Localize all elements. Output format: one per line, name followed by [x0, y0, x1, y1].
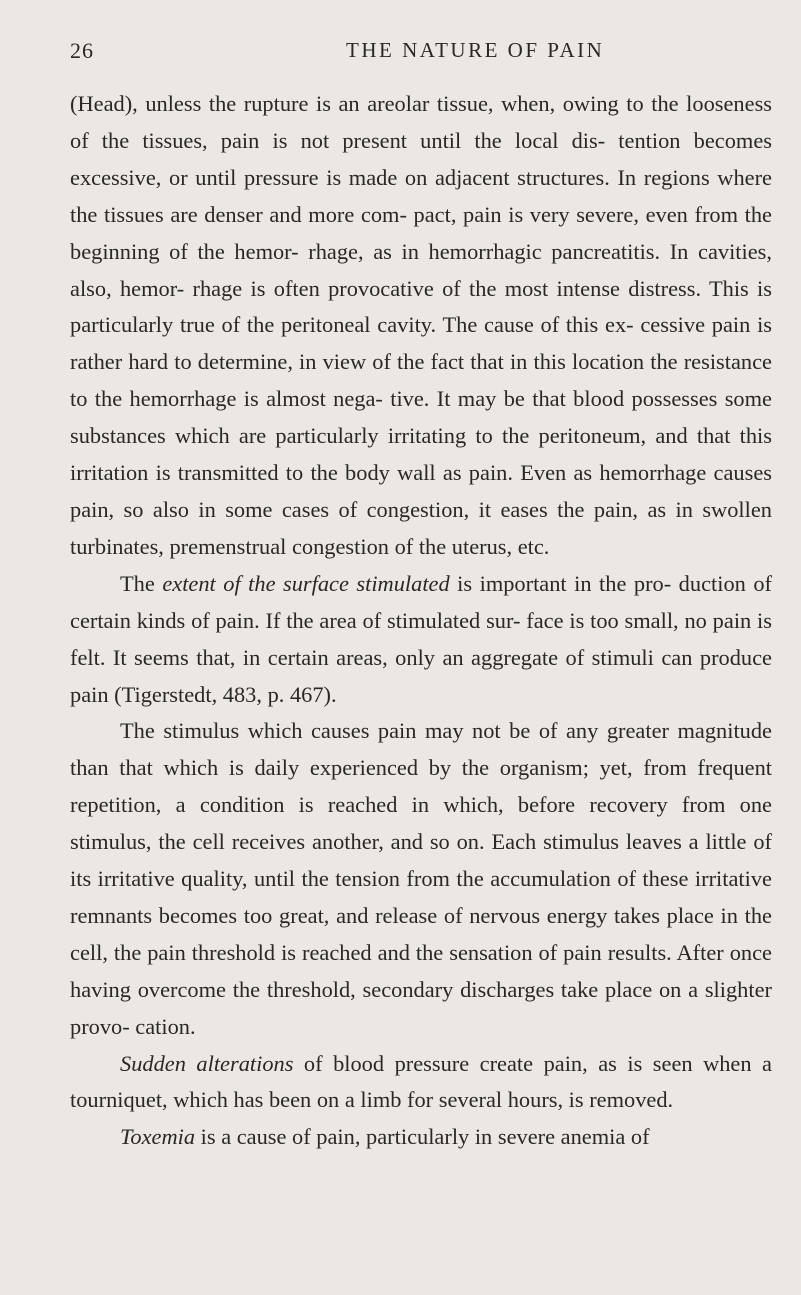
paragraph-lead-text: The	[120, 570, 163, 596]
running-head	[70, 38, 741, 68]
running-title: THE NATURE OF PAIN	[346, 38, 605, 62]
italic-term-extent: extent of the surface stimulated	[162, 570, 450, 596]
paragraph-extent-of-surface	[70, 566, 772, 714]
paragraph-body-text: is a cause of pain, particularly in severe anemia of	[195, 1124, 650, 1150]
body-text	[70, 86, 772, 1156]
paragraph-body-text: is important in the pro- duction of certain kinds of pain. If the area of stimulated sur- face is too small, no pain is felt. It seems that, in certain areas, only an aggregate of stimuli can produce pain (Tigerstedt, 483, p. 467).	[70, 570, 772, 707]
paragraph-toxemia	[70, 1119, 772, 1156]
paragraph-body-text: of blood pressure create pain, as is seen when a tourniquet, which has been on a limb for several hours, is removed.	[70, 1050, 772, 1113]
paragraph-hemorrhage: (Head), unless the rupture is an areolar tissue, when, owing to the looseness of the tissues, pain is not present until the local dis- tention becomes excessive, or until pressure is made on adjacent structures. In regions where the tissues are denser and more com- pact, pain is very severe, even from the beginning of the hemor- rhage, as in hemorrhagic pancreatitis. In cavities, also, hemor- rhage is often provocative of the most intense distress. This is particularly true of the peritoneal cavity. The cause of this ex- cessive pain is rather hard to determine, in view of the fact that in this location the resistance to the hemorrhage is almost nega- tive. It may be that blood possesses some substances which are particularly irritating to the peritoneum, and that this irritation is transmitted to the body wall as pain. Even as hemorrhage causes pain, so also in some cases of congestion, it eases the pain, as in swollen turbinates, premenstrual congestion of the uterus, etc.	[70, 91, 772, 559]
page-number: 26	[70, 38, 94, 63]
italic-term-sudden-alterations: Sudden alterations	[120, 1050, 294, 1076]
paragraph-repeated-stimulus: The stimulus which causes pain may not be of any greater magnitude than that which is daily experienced by the organism; yet, from frequent repetition, a condition is reached in which, before recovery from one stimulus, the cell receives another, and so on. Each stimulus leaves a little of its irritative quality, until the tension from the accumulation of these irritative remnants becomes too great, and release of nervous energy takes place in the cell, the pain threshold is reached and the sensation of pain results. After once having overcome the threshold, secondary discharges take place on a slighter provo- cation.	[70, 718, 772, 1039]
paragraph-sudden-alterations	[70, 1046, 772, 1120]
italic-term-toxemia: Toxemia	[120, 1124, 196, 1150]
